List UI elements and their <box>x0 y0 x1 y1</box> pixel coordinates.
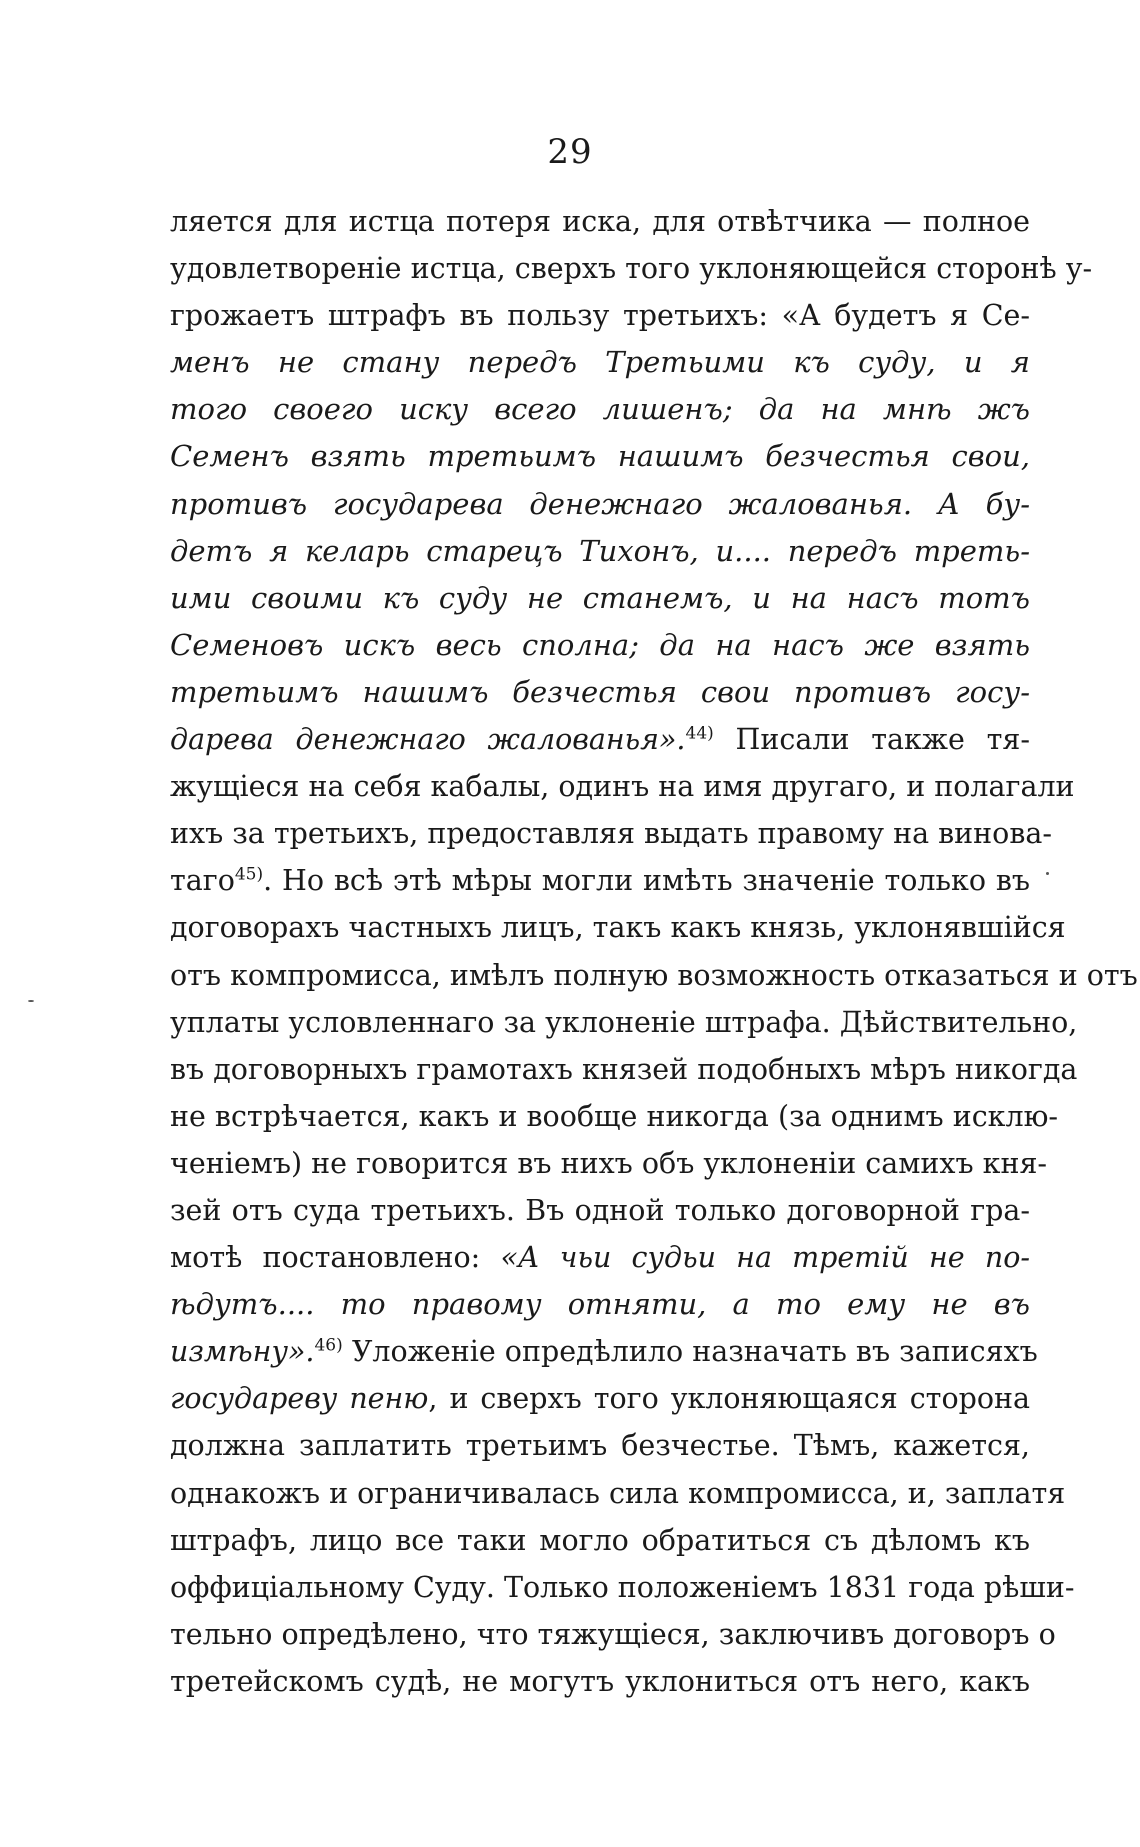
text-line: ченіемъ) не говорится въ нихъ объ уклоненіи самихъ кня- <box>170 1146 1048 1180</box>
quote-segment: «А чьи судьи на третій не по- <box>500 1241 1030 1275</box>
text-line: договорахъ частныхъ лицъ, такъ какъ князь, уклонявшійся <box>170 911 1066 945</box>
text-line: ихъ за третьихъ, предоставляя выдать правому на винова- <box>170 817 1052 851</box>
text-line: третьимъ нашимъ безчестья свои противъ госу- <box>170 674 1030 709</box>
text-segment: Уложеніе опредѣлило назначать въ записяхъ <box>351 1335 1038 1369</box>
text-line: Семеновъ искъ весь сполна; да на насъ же взять <box>170 627 1030 662</box>
italic-segment: государеву пеню <box>170 1382 429 1416</box>
text-line: того своего иску всего лишенъ; да на мнѣ жъ <box>170 392 1030 427</box>
text-line: зей отъ суда третьихъ. Въ одной только договорной гра- <box>170 1193 1030 1227</box>
text-line: должна заплатить третьимъ безчестье. Тѣмъ, кажется, <box>170 1429 1030 1463</box>
quote-end: дарева денежнаго жалованья». <box>170 723 686 757</box>
text-line: противъ государева денежнаго жалованья. А бу- <box>170 486 1030 521</box>
text-segment: таго <box>170 864 235 898</box>
text-segment: , и сверхъ того уклоняющаяся сторона <box>428 1382 1030 1416</box>
text-line: Семенъ взять третьимъ нашимъ безчестья свои, <box>170 439 1030 474</box>
text-line: штрафъ, лицо все таки могло обратиться съ дѣломъ къ <box>170 1523 1030 1557</box>
text-segment: мотѣ постановлено: <box>170 1241 501 1275</box>
scan-speck <box>1046 872 1049 875</box>
text-line-mixed <box>170 857 1030 904</box>
text-line-mixed <box>170 1375 1030 1422</box>
scan-speck <box>28 1000 34 1002</box>
text-line: третейскомъ судѣ, не могутъ уклониться отъ него, какъ <box>170 1664 1030 1698</box>
text-line: удовлетвореніе истца, сверхъ того уклоняющейся сторонѣ у- <box>170 252 1093 286</box>
text-line: оффиціальному Суду. Только положеніемъ 1831 года рѣши- <box>170 1570 1075 1604</box>
text-line: отъ компромисса, имѣлъ полную возможность отказаться и отъ <box>170 958 1138 992</box>
text-line: тельно опредѣлено, что тяжущіеся, заключивъ договоръ о <box>170 1617 1056 1651</box>
text-line-mixed <box>170 1234 1030 1281</box>
page-number: 29 <box>547 132 593 172</box>
text-line: ѣдутъ.... то правому отняти, а то ему не въ <box>170 1287 1030 1322</box>
quote-end: измѣну». <box>170 1335 315 1369</box>
text-segment: Писали также тя- <box>735 723 1030 757</box>
text-line: ими своими къ суду не станемъ, и на насъ тотъ <box>170 580 1030 615</box>
text-line: жущіеся на себя кабалы, одинъ на имя другаго, и полагали <box>170 770 1075 804</box>
text-line: менъ не стану передъ Третьими къ суду, и я <box>170 345 1030 380</box>
text-line: не встрѣчается, какъ и вообще никогда (за однимъ исклю- <box>170 1099 1059 1133</box>
footnote-ref-44: 44) <box>685 723 714 744</box>
text-line: ляется для истца потеря иска, для отвѣтчика — полное <box>170 205 1030 238</box>
text-line: уплаты условленнаго за уклоненіе штрафа. Дѣйствительно, <box>170 1005 1078 1039</box>
body-text <box>170 198 1138 1705</box>
text-segment: . Но всѣ этѣ мѣры могли имѣть значеніе только въ <box>263 864 1030 898</box>
text-line-mixed <box>170 716 1030 763</box>
text-line: детъ я келарь старецъ Тихонъ, и.... передъ треть- <box>170 533 1030 568</box>
footnote-ref-45: 45) <box>234 864 264 885</box>
text-line-mixed <box>170 1328 1038 1375</box>
text-line: грожаетъ штрафъ въ пользу третьихъ: «А будетъ я Се- <box>170 299 1030 333</box>
text-line: въ договорныхъ грамотахъ князей подобныхъ мѣръ никогда <box>170 1052 1078 1086</box>
footnote-ref-46: 46) <box>314 1335 343 1356</box>
text-line: однакожъ и ограничивалась сила компромисса, и, заплатя <box>170 1476 1066 1510</box>
